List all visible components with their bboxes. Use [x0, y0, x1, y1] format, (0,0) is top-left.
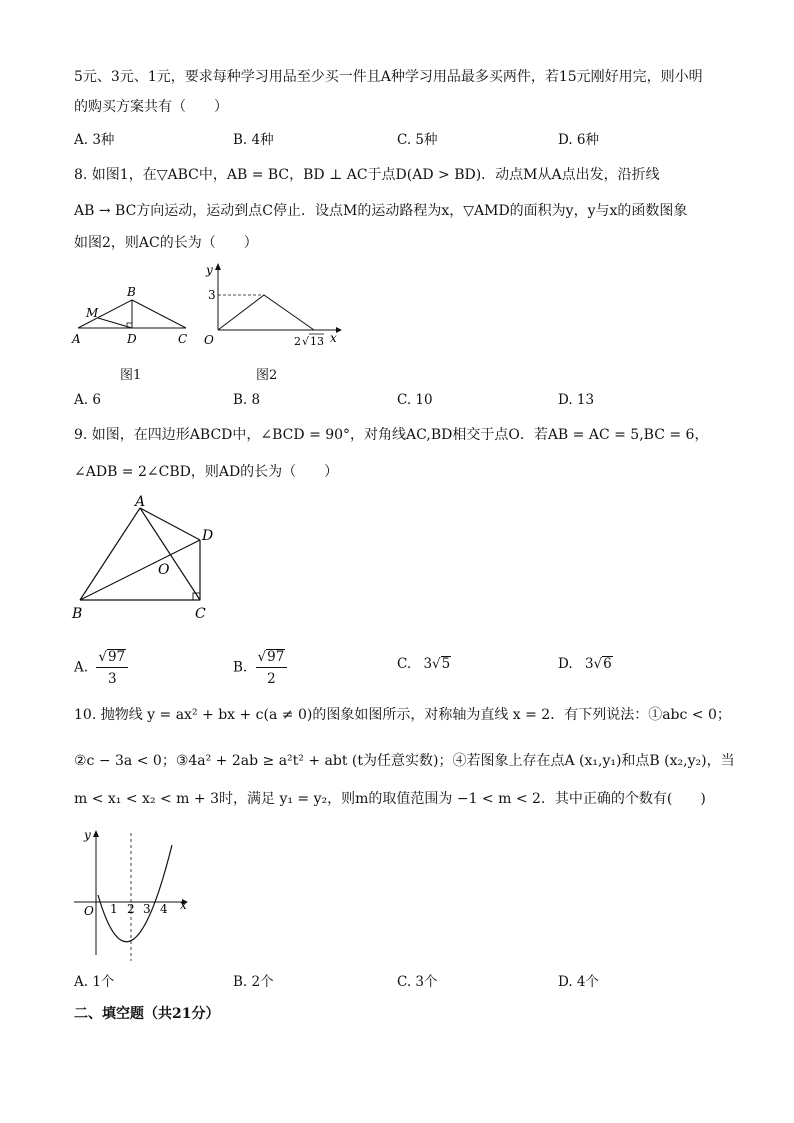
- q10-figure: [70, 825, 200, 965]
- q8-option-b: B. 8: [233, 392, 261, 408]
- q9-option-c: C. 3√5: [397, 656, 451, 672]
- q7-option-b: B. 4种: [233, 132, 274, 148]
- q9-option-b: [233, 648, 287, 688]
- q9-segment-ab: [80, 508, 140, 600]
- q9-option-c-letter: C.: [397, 656, 412, 672]
- q10-tick-3: 3: [143, 902, 151, 916]
- q10-y-axis-arrow: [93, 830, 99, 837]
- q7-text-line2: 的购买方案共有（ ）: [74, 99, 228, 115]
- q10-text-line2: ②c − 3a < 0；③4a² + 2ab ≥ a²t² + abt (t为任意实数)；④若图象上存在点A (x₁,y₁)和点B (x₂,y₂)，当: [74, 753, 735, 769]
- fig1-label-d: D: [127, 332, 137, 346]
- fig1-label-m: M: [86, 306, 99, 320]
- q9-option-a-radicand: 97: [107, 649, 126, 665]
- q9-segment-ac: [140, 508, 200, 600]
- fig2-label-3: 3: [208, 288, 216, 302]
- q10-option-c: C. 3个: [397, 974, 438, 990]
- q8-option-c: C. 10: [397, 392, 433, 408]
- fig2-label-origin: O: [204, 333, 214, 347]
- q10-text-line1: 10. 抛物线 y = ax² + bx + c(a ≠ 0)的图象如图所示，对称轴为直线 x = 2．有下列说法：①abc < 0；: [74, 707, 731, 723]
- q7-option-d: D. 6种: [558, 132, 600, 148]
- fig2-label-xmark-sqrt: √: [302, 335, 310, 348]
- q9-option-b-fraction: [256, 648, 288, 688]
- q7-text-line1: 5元、3元、1元，要求每种学习用品至少买一件且A种学习用品最多买两件，若15元刚好用完，则小明: [74, 69, 703, 85]
- q10-parabola: [98, 845, 172, 942]
- fig2-label-xmark-coef: 2: [294, 335, 301, 348]
- fig2-label-y: y: [206, 263, 213, 277]
- q8-text-line2: AB → BC方向运动，运动到点C停止．设点M的运动路程为x，▽AMD的面积为y，y与x的函数图象: [74, 203, 688, 219]
- q10-label-y: y: [84, 828, 91, 842]
- q9-option-a-letter: A.: [74, 659, 89, 676]
- section-heading-fill-in: 二、填空题（共21分）: [74, 1006, 220, 1022]
- q10-tick-1: 1: [110, 902, 118, 916]
- q9-option-d-radicand: 6: [603, 656, 612, 672]
- q8-option-d: D. 13: [558, 392, 595, 408]
- fig1-label-b: B: [127, 285, 136, 299]
- q9-option-d-letter: D.: [558, 656, 573, 672]
- q9-option-d: D. 3√6: [558, 656, 612, 672]
- fig1-segment-bc: [132, 300, 186, 328]
- q9-label-c: C: [195, 606, 206, 622]
- q9-label-a: A: [135, 494, 146, 510]
- fig2-y-axis-arrow: [215, 263, 221, 270]
- q9-segment-ad: [140, 508, 200, 540]
- q9-figure: [68, 494, 228, 626]
- q8-figure2: [198, 258, 348, 350]
- q9-option-b-letter: B.: [233, 659, 248, 676]
- q8-figure2-caption: 图2: [256, 368, 278, 383]
- fig2-graph-line: [218, 295, 314, 330]
- q9-option-a-denominator: 3: [107, 671, 117, 687]
- q9-label-d: D: [202, 528, 214, 544]
- q9-option-b-denominator: 2: [267, 671, 276, 687]
- q9-option-a-fraction: [96, 648, 128, 688]
- q9-segment-bd: [80, 540, 200, 600]
- fig2-label-xmark-rad: 13: [310, 335, 324, 348]
- q9-option-c-radicand: 5: [441, 656, 451, 672]
- q9-option-c-coef: 3: [423, 656, 433, 672]
- fig1-label-c: C: [178, 332, 188, 346]
- fig2-x-axis-arrow: [336, 327, 342, 333]
- q9-label-o: O: [158, 562, 170, 578]
- q7-option-c: C. 5种: [397, 132, 438, 148]
- fig1-label-a: A: [72, 332, 81, 346]
- q8-option-a: A. 6: [74, 392, 101, 408]
- q10-text-line3: m < x₁ < x₂ < m + 3时，满足 y₁ = y₂，则m的取值范围为 −1 < m < 2．其中正确的个数有( ): [74, 791, 706, 807]
- q10-tick-4: 4: [160, 902, 168, 916]
- q10-option-b: B. 2个: [233, 974, 274, 990]
- q8-text-line3: 如图2，则AC的长为（ ）: [74, 235, 258, 251]
- q9-option-a: [74, 648, 128, 688]
- q10-label-x: x: [180, 898, 187, 912]
- q9-label-b: B: [72, 606, 83, 622]
- q10-tick-2: 2: [127, 902, 135, 916]
- fig2-label-x: x: [330, 331, 337, 345]
- q9-option-d-coef: 3: [584, 656, 594, 672]
- q9-text-line2: ∠ADB = 2∠CBD，则AD的长为（ ）: [74, 464, 339, 480]
- q8-figure1: [70, 280, 200, 350]
- q9-option-b-numerator: √97: [256, 648, 288, 668]
- q10-option-a: A. 1个: [74, 974, 115, 990]
- q8-figure1-caption: 图1: [120, 368, 142, 383]
- q10-label-o: O: [84, 904, 94, 918]
- q9-option-b-radicand: 97: [267, 649, 285, 665]
- q10-option-d: D. 4个: [558, 974, 600, 990]
- q8-text-line1: 8. 如图1，在▽ABC中，AB = BC，BD ⊥ AC于点D(AD > BD)．动点M从A点出发，沿折线: [74, 167, 660, 183]
- q9-text-line1: 9. 如图，在四边形ABCD中，∠BCD = 90°，对角线AC,BD相交于点O．若AB = AC = 5,BC = 6，: [74, 427, 709, 443]
- q7-option-a: A. 3种: [74, 132, 115, 148]
- q9-option-a-numerator: √97: [96, 648, 128, 668]
